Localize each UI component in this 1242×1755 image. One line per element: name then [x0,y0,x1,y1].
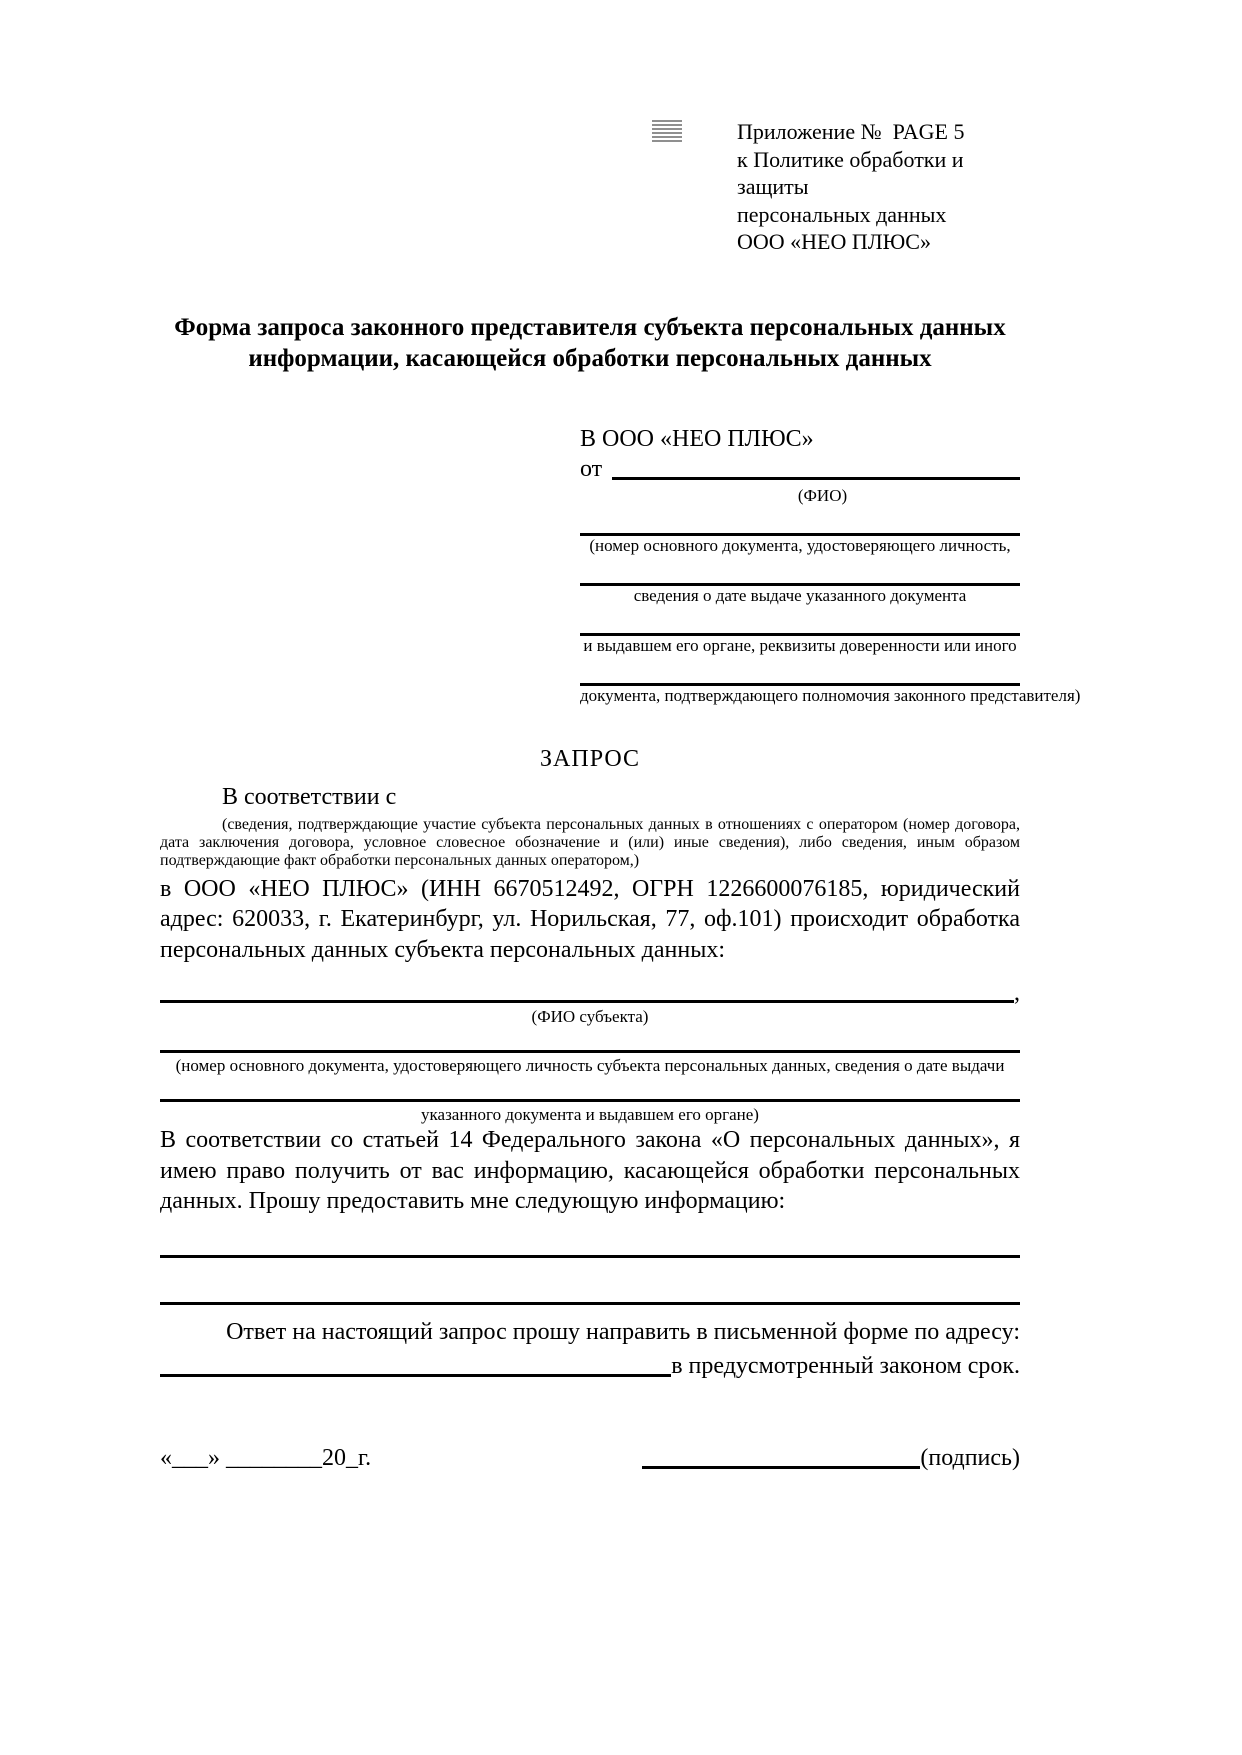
law-paragraph: В соответствии со статьей 14 Федерального закона «О персональных данных», я имею право получить от вас информацию, касающейся обработки персональных данных. Прошу предоставить мне следующую информацию: [160,1127,1020,1214]
subject-fio-field-line[interactable] [160,1000,1014,1003]
representative-fio-field-line[interactable] [612,477,1020,480]
request-heading: ЗАПРОС [540,745,640,772]
signature-caption: (подпись) [920,1444,1020,1471]
appendix-note-line: Приложение № PAGE 5 [737,119,965,144]
basis-fine-print: (сведения, подтверждающие участие субъекта персональных данных в отношениях с оператором (номер договора, дата заключения договора, условное словесное обозначение и (или) иные сведения), либо сведения, иным образом подтверждающие факт обработки персональных данных оператором,) [160,815,1020,869]
subject-document-caption-1: (номер основного документа, удостоверяющего личность субъекта персональных данных, сведения о дате выдачи [175,1056,1005,1075]
subject-fio-comma: , [1014,980,1020,1006]
form-title-line1: Форма запроса законного представителя субъекта персональных данных [174,313,1006,341]
requested-info-field-line-1[interactable] [160,1255,1020,1258]
subject-document-caption-2: указанного документа и выдавшем его органе) [421,1105,759,1124]
subject-fio-caption: (ФИО субъекта) [531,1007,649,1026]
reply-instruction: Ответ на настоящий запрос прошу направить в письменной форме по адресу: [226,1318,1020,1345]
operator-paragraph: в ООО «НЕО ПЛЮС» (ИНН 6670512492, ОГРН 1226600076185, юридический адрес: 620033, г. Екатеринбург, ул. Норильская, 77, оф.101) происходит обработка персональных данных субъекта персональных данных: [160,875,1020,963]
request-intro-row [160,782,1020,813]
appendix-note-line: к Политике обработки и защиты [737,146,970,199]
from-label: от [580,455,603,482]
representative-document-caption-2: сведения о дате выдаче указанного документа [633,585,967,605]
addressee-to: В ООО «НЕО ПЛЮС» [580,425,814,452]
signature-field-line[interactable] [642,1466,920,1469]
from-row [580,454,1020,484]
request-intro-prefix: В соответствии с [222,783,397,810]
representative-document-field-line-4[interactable] [580,656,1020,686]
reply-address-field-line[interactable] [160,1374,671,1377]
requested-info-field-line-2[interactable] [160,1302,1020,1305]
subject-document-field-line-1[interactable] [160,1027,1020,1053]
appendix-note [737,118,1020,256]
representative-document-field-line-1[interactable] [580,506,1020,536]
addressee-block [580,424,1081,706]
appendix-note-line: персональных данных [737,201,947,227]
date-field[interactable]: «___» ________20_г. [160,1444,372,1471]
subject-fio-row [160,979,1020,1007]
document-text-lines-icon [652,120,682,142]
representative-document-field-line-2[interactable] [580,556,1020,586]
subject-document-field-line-2[interactable] [160,1076,1020,1102]
representative-document-caption-3: и выдавшем его органе, реквизиты доверенности или иного [583,635,1017,655]
appendix-note-line: ООО «НЕО ПЛЮС» [737,229,931,254]
form-title-line2: информации, касающейся обработки персональных данных [248,344,932,372]
form-title [160,312,1020,374]
fio-caption: (ФИО) [797,485,848,505]
representative-document-caption-1: (номер основного документа, удостоверяющего личность, [589,535,1011,555]
representative-document-caption-4: документа, подтверждающего полномочия законного представителя) [580,685,1081,705]
reply-address-row [160,1351,1020,1381]
reply-suffix: в предусмотренный законом срок. [671,1352,1020,1379]
date-signature-row [160,1443,1020,1473]
signature-block [642,1443,1020,1473]
representative-document-field-line-3[interactable] [580,606,1020,636]
